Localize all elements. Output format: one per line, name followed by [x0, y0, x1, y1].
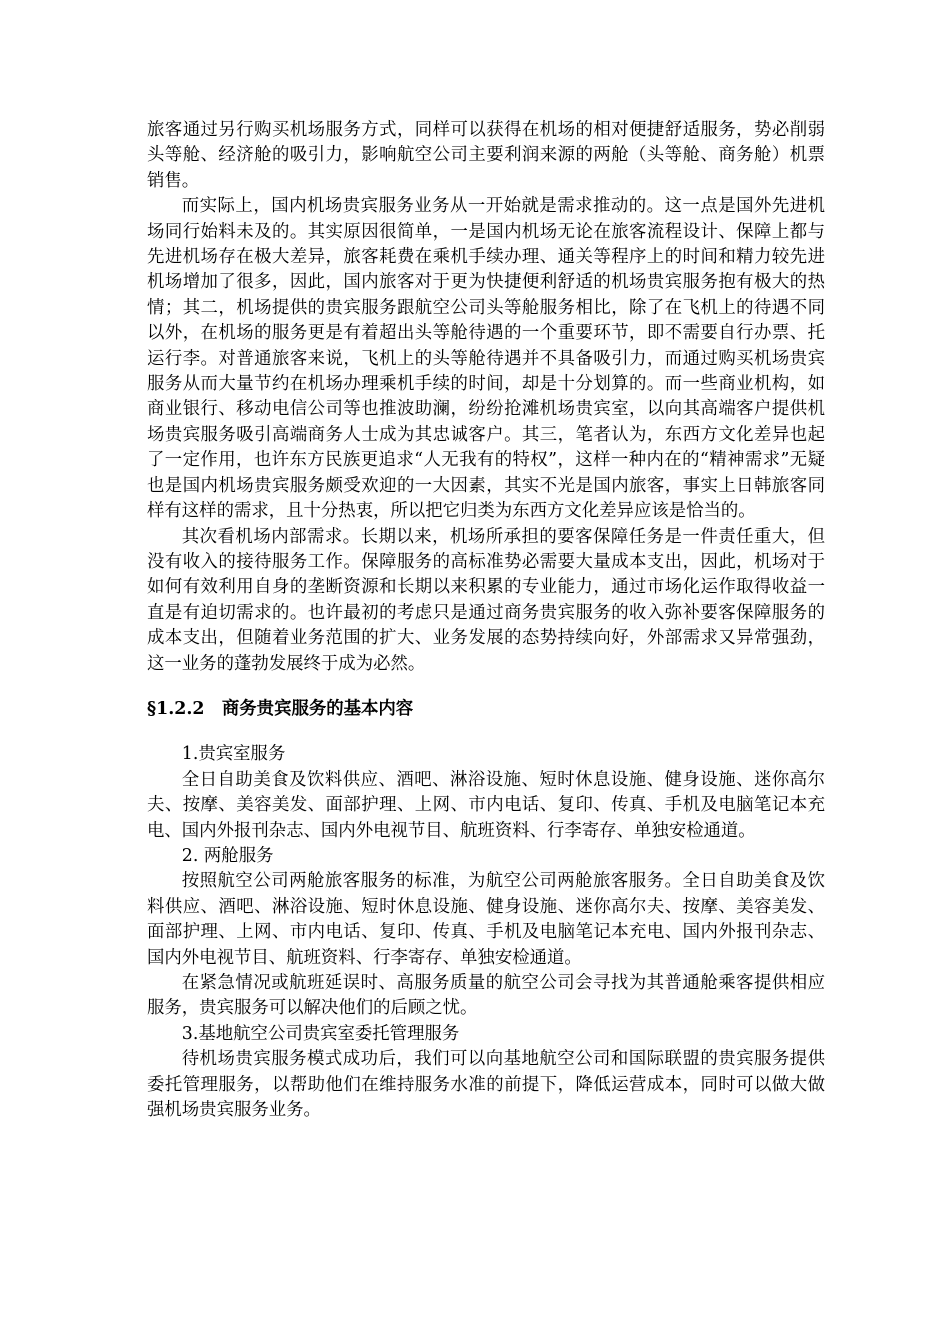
item-paragraph-two-cabin-1: 按照航空公司两舱旅客服务的标准，为航空公司两舱旅客服务。全日自助美食及饮料供应、酒吧、淋浴设施、短时休息设施、健身设施、迷你高尔夫、按摩、美容美发、面部护理、上网、市内电话、复印、传真、手机及电脑笔记本充电、国内外报刊杂志、国内外电视节目、航班资料、行李寄存、单独安检通道。: [147, 871, 825, 968]
section-heading: §1.2.2 商务贵宾服务的基本内容: [147, 698, 414, 719]
item-title-entrusted-management: 3.基地航空公司贵宾室委托管理服务: [181, 1023, 460, 1044]
item-paragraph-two-cabin-2: 在紧急情况或航班延误时、高服务质量的航空公司会寻找为其普通舱乘客提供相应服务，贵宾服务可以解决他们的后顾之忧。: [147, 973, 825, 1019]
body-paragraph-1: 旅客通过另行购买机场服务方式，同样可以获得在机场的相对便捷舒适服务，势必削弱头等舱、经济舱的吸引力，影响航空公司主要利润来源的两舱（头等舱、商务舱）机票销售。: [147, 120, 825, 191]
item-title-two-cabin: 2. 两舱服务: [181, 845, 274, 866]
item-title-vip-lounge: 1.贵宾室服务: [181, 744, 286, 765]
body-paragraph-2: 而实际上，国内机场贵宾服务业务从一开始就是需求推动的。这一点是国外先进机场同行始料未及的。其实原因很简单，一是国内机场无论在旅客流程设计、保障上都与先进机场存在极大差异，旅客耗费在乘机手续办理、通关等程序上的时间和精力较先进机场增加了很多，因此，国内旅客对于更为快捷便利舒适的机场贵宾服务抱有极大的热情；其二，机场提供的贵宾服务跟航空公司头等舱服务相比，除了在飞机上的待遇不同以外，在机场的服务更是有着超出头等舱待遇的一个重要环节，即不需要自行办票、托运行李。对普通旅客来说，飞机上的头等舱待遇并不具备吸引力，而通过购买机场贵宾服务从而大量节约在机场办理乘机手续的时间，却是十分划算的。而一些商业机构，如商业银行、移动电信公司等也推波助澜，纷纷抢滩机场贵宾室，以向其高端客户提供机场贵宾服务吸引高端商务人士成为其忠诚客户。其三，笔者认为，东西方文化差异也起了一定作用，也许东方民族更追求“人无我有的特权”，这样一种内在的“精神需求”无疑也是国内机场贵宾服务颇受欢迎的一大因素，其实不光是国内旅客，事实上日韩旅客同样有这样的需求，且十分热衷，所以把它归类为东西方文化差异应该是恰当的。: [147, 196, 825, 522]
item-paragraph-vip-lounge: 全日自助美食及饮料供应、酒吧、淋浴设施、短时休息设施、健身设施、迷你高尔夫、按摩、美容美发、面部护理、上网、市内电话、复印、传真、手机及电脑笔记本充电、国内外报刊杂志、国内外电视节目、航班资料、行李寄存、单独安检通道。: [147, 769, 825, 841]
item-paragraph-entrusted-management: 待机场贵宾服务模式成功后，我们可以向基地航空公司和国际联盟的贵宾服务提供委托管理服务，以帮助他们在维持服务水准的前提下，降低运营成本，同时可以做大做强机场贵宾服务业务。: [147, 1049, 825, 1121]
document-page: [147, 118, 825, 1123]
body-paragraph-3: 其次看机场内部需求。长期以来，机场所承担的要客保障任务是一件责任重大，但没有收入的接待服务工作。保障服务的高标准势必需要大量成本支出，因此，机场对于如何有效利用自身的垄断资源和长期以来积累的专业能力，通过市场化运作取得收益一直是有迫切需求的。也许最初的考虑只是通过商务贵宾服务的收入弥补要客保障服务的成本支出，但随着业务范围的扩大、业务发展的态势持续向好，外部需求又异常强劲，这一业务的蓬勃发展终于成为必然。: [147, 526, 825, 674]
